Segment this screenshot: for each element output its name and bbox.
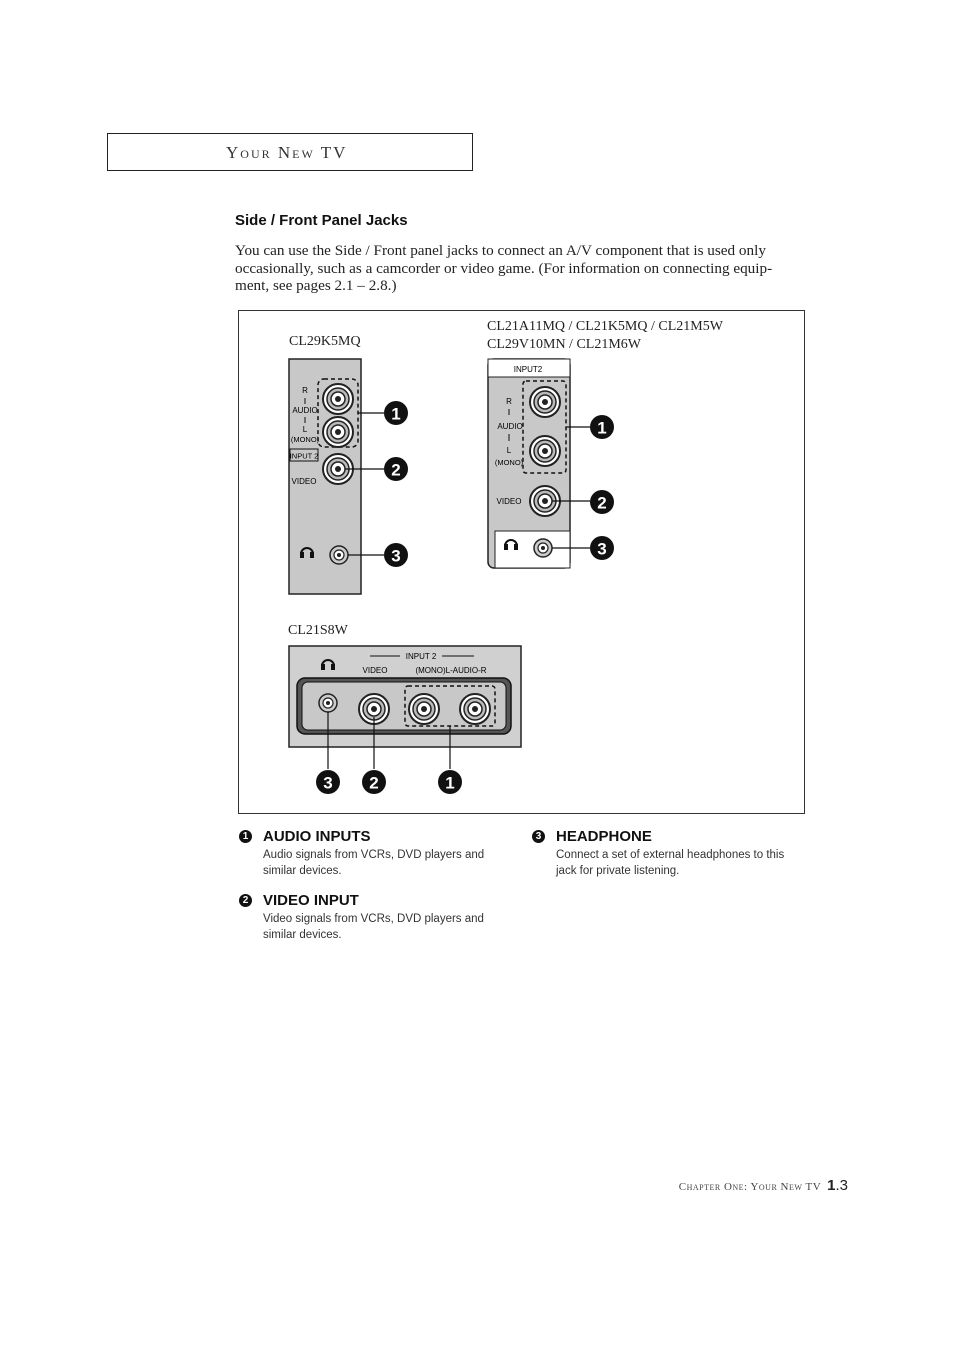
panel-a-label-audio: AUDIO <box>292 406 318 415</box>
legend-number: 3 <box>532 830 545 843</box>
page-footer <box>679 1177 848 1194</box>
callout-1-panel-a-label: 1 <box>391 404 401 424</box>
panel-c-audio-l-jack <box>409 694 439 724</box>
panel-b-label-mono: (MONO) <box>494 458 524 467</box>
callout-3-panel-c-label: 3 <box>323 773 333 793</box>
jack-diagram-svg <box>239 311 804 813</box>
model-label-cl21s8w: CL21S8W <box>288 623 348 638</box>
panel-b-audio-r-jack <box>530 387 560 417</box>
panel-c-headphone-jack <box>319 694 337 712</box>
legend-description: Connect a set of external headphones to this jack for private listening. <box>556 849 785 877</box>
panel-c-audio-r-jack <box>460 694 490 724</box>
panel-a-cl29k5mq <box>289 359 408 594</box>
panel-a-audio-l-jack <box>323 417 353 447</box>
callout-2-panel-a-label: 2 <box>391 460 401 480</box>
jack-diagram-figure <box>238 310 805 814</box>
panel-c-label-input2: INPUT 2 <box>405 652 437 661</box>
panel-b-label-input2: INPUT2 <box>513 365 543 374</box>
callout-1-panel-b-label: 1 <box>597 418 607 438</box>
panel-a-headphone-jack <box>330 546 348 564</box>
panel-a-label-video: VIDEO <box>291 477 317 486</box>
panel-a-audio-r-jack <box>323 384 353 414</box>
callout-3-panel-b-label: 3 <box>597 539 607 559</box>
panel-b-group <box>488 359 614 568</box>
model-label-group-line2: CL29V10MN / CL21M6W <box>487 337 641 352</box>
panel-a-label-r: R <box>302 386 308 395</box>
legend-title: AUDIO INPUTS <box>263 828 371 845</box>
intro-paragraph: You can use the Side / Front panel jacks to connect an A/V component that is used only occasionally, such as a camcorder or video game. (For information on connecting equip-ment, see pages 2.1 – 2.8.) <box>235 242 773 294</box>
panel-c-label-audio: (MONO)L-AUDIO-R <box>415 666 487 675</box>
footer-page-major: 1 <box>827 1177 836 1194</box>
legend-number: 2 <box>239 894 252 907</box>
model-label-group-line1: CL21A11MQ / CL21K5MQ / CL21M5W <box>487 319 723 334</box>
panel-b-headphone-jack <box>534 539 552 557</box>
footer-chapter: Chapter One: Your New TV <box>678 1181 822 1193</box>
panel-a-label-input2: INPUT 2 <box>289 451 319 461</box>
callout-2-panel-c-label: 2 <box>369 773 379 793</box>
legend-description: Video signals from VCRs, DVD players and similar devices. <box>263 913 484 941</box>
panel-c-label-video: VIDEO <box>362 666 388 675</box>
panel-a-label-mono: (MONO) <box>290 435 320 444</box>
header-box <box>107 133 473 171</box>
panel-b-label-l: L <box>506 446 512 455</box>
legend-number: 1 <box>239 830 252 843</box>
callout-1-panel-c-label: 1 <box>445 773 455 793</box>
header-title: Your New TV <box>226 143 348 162</box>
panel-b-label-r: R <box>506 397 512 406</box>
callout-3-panel-a-label: 3 <box>391 546 401 566</box>
model-label-cl29k5mq: CL29K5MQ <box>289 334 361 349</box>
panel-c-cl21s8w <box>289 646 521 794</box>
panel-b-label-video: VIDEO <box>496 497 522 506</box>
section-heading: Side / Front Panel Jacks <box>235 212 408 229</box>
panel-b-audio-l-jack <box>530 436 560 466</box>
panel-a-label-l: L <box>302 425 308 434</box>
legend-title: HEADPHONE <box>556 828 652 845</box>
panel-b-label-audio: AUDIO <box>497 422 523 431</box>
callout-2-panel-b-label: 2 <box>597 493 607 513</box>
footer-page-minor: .3 <box>835 1177 848 1194</box>
legend-description: Audio signals from VCRs, DVD players and similar devices. <box>263 849 485 877</box>
legend-title: VIDEO INPUT <box>263 892 359 909</box>
